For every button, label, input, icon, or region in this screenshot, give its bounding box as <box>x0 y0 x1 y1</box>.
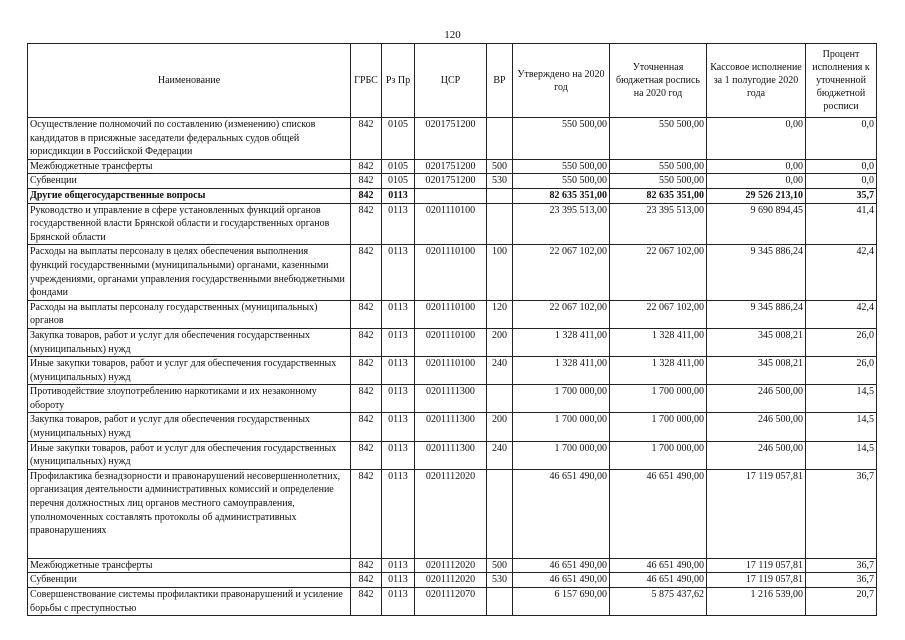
cell-name: Совершенствование системы профилактики правонарушений и усиление борьбы с преступностью <box>28 588 351 616</box>
cell-percent: 14,5 <box>806 385 877 413</box>
cell-cash: 0,00 <box>707 174 806 189</box>
cell-cash: 246 500,00 <box>707 441 806 469</box>
cell-csr: 0201751200 <box>415 118 487 160</box>
cell-approved: 1 700 000,00 <box>513 413 610 441</box>
table-row <box>28 118 877 160</box>
cell-cash: 1 216 539,00 <box>707 588 806 616</box>
table-row <box>28 328 877 356</box>
cell-refined: 23 395 513,00 <box>610 203 707 245</box>
cell-approved: 1 328 411,00 <box>513 328 610 356</box>
cell-grbs: 842 <box>351 588 382 616</box>
cell-rzpr: 0113 <box>382 203 415 245</box>
cell-rzpr: 0113 <box>382 328 415 356</box>
cell-refined: 46 651 490,00 <box>610 558 707 573</box>
cell-approved: 22 067 102,00 <box>513 245 610 300</box>
header-cash: Кассовое исполнение за 1 полугодие 2020 года <box>707 44 806 118</box>
cell-refined: 1 328 411,00 <box>610 357 707 385</box>
cell-grbs: 842 <box>351 441 382 469</box>
cell-rzpr: 0105 <box>382 159 415 174</box>
cell-name: Расходы на выплаты персоналу в целях обеспечения выполнения функций государственными (муниципальными) органами, казенными учреждениями, органами управления государственными внебюджетными фондами <box>28 245 351 300</box>
cell-percent: 36,7 <box>806 573 877 588</box>
cell-approved: 23 395 513,00 <box>513 203 610 245</box>
table-row <box>28 357 877 385</box>
cell-name: Межбюджетные трансферты <box>28 159 351 174</box>
cell-refined: 550 500,00 <box>610 174 707 189</box>
cell-refined: 5 875 437,62 <box>610 588 707 616</box>
table-body <box>28 118 877 616</box>
table-row <box>28 573 877 588</box>
cell-refined: 82 635 351,00 <box>610 188 707 203</box>
cell-csr: 0201110100 <box>415 245 487 300</box>
table-row <box>28 245 877 300</box>
cell-csr: 0201110100 <box>415 203 487 245</box>
table-row <box>28 558 877 573</box>
cell-cash: 9 690 894,45 <box>707 203 806 245</box>
cell-percent: 14,5 <box>806 413 877 441</box>
cell-cash: 17 119 057,81 <box>707 558 806 573</box>
cell-grbs: 842 <box>351 328 382 356</box>
cell-grbs: 842 <box>351 159 382 174</box>
cell-grbs: 842 <box>351 558 382 573</box>
header-vr: ВР <box>487 44 513 118</box>
cell-approved: 46 651 490,00 <box>513 558 610 573</box>
cell-rzpr: 0113 <box>382 469 415 558</box>
cell-rzpr: 0113 <box>382 357 415 385</box>
cell-rzpr: 0105 <box>382 174 415 189</box>
cell-rzpr: 0113 <box>382 573 415 588</box>
cell-rzpr: 0113 <box>382 558 415 573</box>
cell-vr <box>487 188 513 203</box>
cell-approved: 550 500,00 <box>513 174 610 189</box>
table-row <box>28 159 877 174</box>
cell-approved: 1 700 000,00 <box>513 385 610 413</box>
cell-cash: 29 526 213,10 <box>707 188 806 203</box>
table-row <box>28 413 877 441</box>
cell-name: Руководство и управление в сфере установленных функций органов государственной власти Брянской области и государственных органов Брянской области <box>28 203 351 245</box>
cell-grbs: 842 <box>351 300 382 328</box>
cell-refined: 1 700 000,00 <box>610 441 707 469</box>
header-name: Наименование <box>28 44 351 118</box>
cell-cash: 246 500,00 <box>707 385 806 413</box>
cell-approved: 550 500,00 <box>513 118 610 160</box>
cell-rzpr: 0113 <box>382 588 415 616</box>
cell-vr: 240 <box>487 357 513 385</box>
cell-grbs: 842 <box>351 469 382 558</box>
table-row <box>28 203 877 245</box>
cell-percent: 42,4 <box>806 245 877 300</box>
header-percent: Процент исполнения к уточненной бюджетной росписи <box>806 44 877 118</box>
cell-vr: 530 <box>487 573 513 588</box>
cell-percent: 0,0 <box>806 118 877 160</box>
cell-vr: 200 <box>487 328 513 356</box>
cell-approved: 46 651 490,00 <box>513 573 610 588</box>
cell-name: Иные закупки товаров, работ и услуг для обеспечения государственных (муниципальных) нужд <box>28 357 351 385</box>
cell-cash: 9 345 886,24 <box>707 300 806 328</box>
page-number: 120 <box>444 29 461 41</box>
table-row <box>28 385 877 413</box>
table-row <box>28 441 877 469</box>
cell-vr: 100 <box>487 245 513 300</box>
cell-cash: 9 345 886,24 <box>707 245 806 300</box>
cell-percent: 36,7 <box>806 469 877 558</box>
header-approved: Утверждено на 2020 год <box>513 44 610 118</box>
cell-grbs: 842 <box>351 174 382 189</box>
cell-percent: 35,7 <box>806 188 877 203</box>
cell-grbs: 842 <box>351 385 382 413</box>
cell-vr: 500 <box>487 159 513 174</box>
cell-vr: 200 <box>487 413 513 441</box>
cell-refined: 550 500,00 <box>610 118 707 160</box>
header-grbs: ГРБС <box>351 44 382 118</box>
cell-approved: 1 700 000,00 <box>513 441 610 469</box>
cell-approved: 6 157 690,00 <box>513 588 610 616</box>
cell-csr <box>415 188 487 203</box>
cell-csr: 0201110100 <box>415 357 487 385</box>
cell-rzpr: 0113 <box>382 385 415 413</box>
cell-name: Профилактика безнадзорности и правонарушений несовершеннолетних, организация деятельности административных комиссий и определение перечня должностных лиц органов местного самоуправления, уполномоченных составлять протоколы об административных правонарушениях <box>28 469 351 558</box>
cell-grbs: 842 <box>351 357 382 385</box>
cell-csr: 0201112020 <box>415 573 487 588</box>
cell-rzpr: 0113 <box>382 413 415 441</box>
cell-cash: 17 119 057,81 <box>707 573 806 588</box>
cell-vr <box>487 118 513 160</box>
cell-vr: 240 <box>487 441 513 469</box>
header-rzpr: Рз Пр <box>382 44 415 118</box>
cell-refined: 1 328 411,00 <box>610 328 707 356</box>
budget-table <box>27 43 877 616</box>
cell-cash: 0,00 <box>707 159 806 174</box>
cell-vr: 120 <box>487 300 513 328</box>
cell-csr: 0201112070 <box>415 588 487 616</box>
cell-rzpr: 0105 <box>382 118 415 160</box>
cell-refined: 22 067 102,00 <box>610 245 707 300</box>
cell-cash: 246 500,00 <box>707 413 806 441</box>
header-csr: ЦСР <box>415 44 487 118</box>
cell-refined: 1 700 000,00 <box>610 413 707 441</box>
cell-cash: 345 008,21 <box>707 357 806 385</box>
cell-approved: 22 067 102,00 <box>513 300 610 328</box>
cell-percent: 14,5 <box>806 441 877 469</box>
cell-percent: 42,4 <box>806 300 877 328</box>
cell-percent: 36,7 <box>806 558 877 573</box>
header-refined: Уточненная бюджетная роспись на 2020 год <box>610 44 707 118</box>
cell-name: Противодействие злоупотреблению наркотиками и их незаконному обороту <box>28 385 351 413</box>
table-row <box>28 188 877 203</box>
cell-percent: 0,0 <box>806 174 877 189</box>
cell-csr: 0201111300 <box>415 413 487 441</box>
cell-grbs: 842 <box>351 118 382 160</box>
cell-vr: 500 <box>487 558 513 573</box>
cell-cash: 0,00 <box>707 118 806 160</box>
cell-approved: 1 328 411,00 <box>513 357 610 385</box>
cell-csr: 0201112020 <box>415 558 487 573</box>
cell-vr <box>487 385 513 413</box>
cell-name: Расходы на выплаты персоналу государственных (муниципальных) органов <box>28 300 351 328</box>
table-row <box>28 588 877 616</box>
table-row <box>28 469 877 558</box>
cell-rzpr: 0113 <box>382 245 415 300</box>
cell-approved: 550 500,00 <box>513 159 610 174</box>
cell-vr <box>487 588 513 616</box>
cell-name: Иные закупки товаров, работ и услуг для обеспечения государственных (муниципальных) нужд <box>28 441 351 469</box>
cell-csr: 0201751200 <box>415 174 487 189</box>
cell-name: Межбюджетные трансферты <box>28 558 351 573</box>
cell-name: Осуществление полномочий по составлению (изменению) списков кандидатов в присяжные заседатели федеральных судов общей юрисдикции в Российской Федерации <box>28 118 351 160</box>
cell-approved: 82 635 351,00 <box>513 188 610 203</box>
cell-refined: 46 651 490,00 <box>610 573 707 588</box>
cell-name: Закупка товаров, работ и услуг для обеспечения государственных (муниципальных) нужд <box>28 413 351 441</box>
cell-percent: 41,4 <box>806 203 877 245</box>
cell-rzpr: 0113 <box>382 188 415 203</box>
cell-grbs: 842 <box>351 245 382 300</box>
cell-vr <box>487 469 513 558</box>
cell-csr: 0201751200 <box>415 159 487 174</box>
cell-csr: 0201111300 <box>415 385 487 413</box>
cell-grbs: 842 <box>351 573 382 588</box>
cell-grbs: 842 <box>351 188 382 203</box>
cell-csr: 0201112020 <box>415 469 487 558</box>
cell-name: Другие общегосударственные вопросы <box>28 188 351 203</box>
cell-name: Закупка товаров, работ и услуг для обеспечения государственных (муниципальных) нужд <box>28 328 351 356</box>
header-row <box>28 44 877 118</box>
cell-cash: 345 008,21 <box>707 328 806 356</box>
cell-refined: 46 651 490,00 <box>610 469 707 558</box>
cell-csr: 0201111300 <box>415 441 487 469</box>
table-row <box>28 174 877 189</box>
cell-refined: 1 700 000,00 <box>610 385 707 413</box>
cell-vr <box>487 203 513 245</box>
cell-rzpr: 0113 <box>382 300 415 328</box>
cell-cash: 17 119 057,81 <box>707 469 806 558</box>
cell-name: Субвенции <box>28 174 351 189</box>
cell-csr: 0201110100 <box>415 328 487 356</box>
cell-percent: 26,0 <box>806 357 877 385</box>
table-row <box>28 300 877 328</box>
cell-vr: 530 <box>487 174 513 189</box>
cell-approved: 46 651 490,00 <box>513 469 610 558</box>
cell-grbs: 842 <box>351 413 382 441</box>
cell-rzpr: 0113 <box>382 441 415 469</box>
cell-refined: 550 500,00 <box>610 159 707 174</box>
cell-percent: 26,0 <box>806 328 877 356</box>
cell-name: Субвенции <box>28 573 351 588</box>
cell-refined: 22 067 102,00 <box>610 300 707 328</box>
cell-percent: 0,0 <box>806 159 877 174</box>
cell-grbs: 842 <box>351 203 382 245</box>
cell-percent: 20,7 <box>806 588 877 616</box>
cell-csr: 0201110100 <box>415 300 487 328</box>
